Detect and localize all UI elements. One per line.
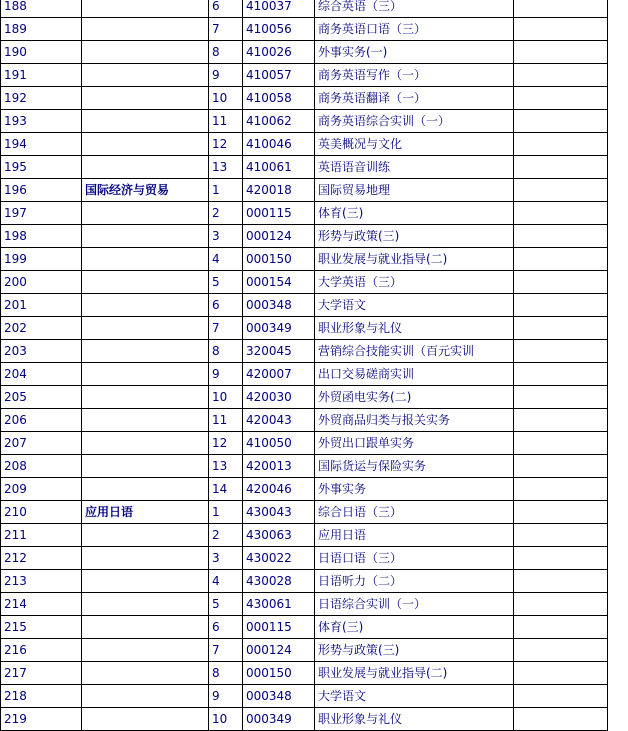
note-cell bbox=[514, 64, 608, 87]
table-row bbox=[1, 662, 608, 685]
course-name-cell: 商务英语口语（三） bbox=[315, 18, 514, 41]
sequence-cell: 9 bbox=[209, 64, 243, 87]
sequence-cell: 14 bbox=[209, 478, 243, 501]
note-cell bbox=[514, 455, 608, 478]
row-number-cell: 212 bbox=[1, 547, 82, 570]
course-name-cell: 职业发展与就业指导(二) bbox=[315, 248, 514, 271]
major-cell bbox=[82, 662, 209, 685]
course-code-cell: 320045 bbox=[243, 340, 315, 363]
course-code-cell: 410056 bbox=[243, 18, 315, 41]
table-row bbox=[1, 524, 608, 547]
note-cell bbox=[514, 432, 608, 455]
table-row bbox=[1, 179, 608, 202]
course-code-cell: 410057 bbox=[243, 64, 315, 87]
course-code-cell: 410058 bbox=[243, 87, 315, 110]
row-number-cell: 206 bbox=[1, 409, 82, 432]
major-cell bbox=[82, 524, 209, 547]
sequence-cell: 6 bbox=[209, 294, 243, 317]
course-name-cell: 体育(三) bbox=[315, 616, 514, 639]
sequence-cell: 8 bbox=[209, 662, 243, 685]
table-row bbox=[1, 363, 608, 386]
sequence-cell: 12 bbox=[209, 432, 243, 455]
table-row bbox=[1, 317, 608, 340]
course-code-cell: 430061 bbox=[243, 593, 315, 616]
course-code-cell: 410026 bbox=[243, 41, 315, 64]
major-cell bbox=[82, 271, 209, 294]
note-cell bbox=[514, 294, 608, 317]
major-cell bbox=[82, 41, 209, 64]
table-row bbox=[1, 87, 608, 110]
course-code-cell: 000348 bbox=[243, 294, 315, 317]
major-cell bbox=[82, 87, 209, 110]
course-name-cell: 综合日语（三） bbox=[315, 501, 514, 524]
table-row bbox=[1, 110, 608, 133]
sequence-cell: 1 bbox=[209, 179, 243, 202]
table-row bbox=[1, 156, 608, 179]
row-number-cell: 208 bbox=[1, 455, 82, 478]
course-name-cell: 国际贸易地理 bbox=[315, 179, 514, 202]
course-code-cell: 420013 bbox=[243, 455, 315, 478]
course-name-cell: 外贸出口跟单实务 bbox=[315, 432, 514, 455]
note-cell bbox=[514, 708, 608, 731]
course-code-cell: 430028 bbox=[243, 570, 315, 593]
major-cell bbox=[82, 708, 209, 731]
sequence-cell: 6 bbox=[209, 616, 243, 639]
note-cell bbox=[514, 18, 608, 41]
sequence-cell: 7 bbox=[209, 18, 243, 41]
course-code-cell: 420007 bbox=[243, 363, 315, 386]
sequence-cell: 3 bbox=[209, 547, 243, 570]
sequence-cell: 11 bbox=[209, 409, 243, 432]
row-number-cell: 188 bbox=[1, 0, 82, 18]
note-cell bbox=[514, 616, 608, 639]
course-code-cell: 410061 bbox=[243, 156, 315, 179]
course-name-cell: 商务英语翻译（一） bbox=[315, 87, 514, 110]
course-code-cell: 420043 bbox=[243, 409, 315, 432]
course-name-cell: 体育(三) bbox=[315, 202, 514, 225]
course-name-cell: 国际货运与保险实务 bbox=[315, 455, 514, 478]
table-row bbox=[1, 432, 608, 455]
row-number-cell: 194 bbox=[1, 133, 82, 156]
major-cell: 国际经济与贸易 bbox=[82, 179, 209, 202]
major-cell bbox=[82, 340, 209, 363]
table-row bbox=[1, 133, 608, 156]
sequence-cell: 2 bbox=[209, 524, 243, 547]
note-cell bbox=[514, 41, 608, 64]
note-cell bbox=[514, 409, 608, 432]
major-cell bbox=[82, 294, 209, 317]
sequence-cell: 9 bbox=[209, 363, 243, 386]
course-code-cell: 410046 bbox=[243, 133, 315, 156]
major-cell bbox=[82, 685, 209, 708]
course-code-cell: 000349 bbox=[243, 317, 315, 340]
note-cell bbox=[514, 386, 608, 409]
table-row bbox=[1, 570, 608, 593]
table-row bbox=[1, 386, 608, 409]
note-cell bbox=[514, 593, 608, 616]
table-row bbox=[1, 409, 608, 432]
sequence-cell: 8 bbox=[209, 340, 243, 363]
course-name-cell: 大学语文 bbox=[315, 294, 514, 317]
table-row bbox=[1, 593, 608, 616]
major-cell bbox=[82, 225, 209, 248]
course-name-cell: 综合英语（三） bbox=[315, 0, 514, 18]
sequence-cell: 6 bbox=[209, 0, 243, 18]
major-cell bbox=[82, 570, 209, 593]
sequence-cell: 3 bbox=[209, 225, 243, 248]
major-cell bbox=[82, 18, 209, 41]
course-code-cell: 410062 bbox=[243, 110, 315, 133]
major-cell bbox=[82, 547, 209, 570]
major-cell bbox=[82, 248, 209, 271]
course-code-cell: 420046 bbox=[243, 478, 315, 501]
row-number-cell: 193 bbox=[1, 110, 82, 133]
course-name-cell: 职业形象与礼仪 bbox=[315, 317, 514, 340]
note-cell bbox=[514, 547, 608, 570]
table-row bbox=[1, 294, 608, 317]
note-cell bbox=[514, 156, 608, 179]
table-row bbox=[1, 41, 608, 64]
sequence-cell: 12 bbox=[209, 133, 243, 156]
row-number-cell: 217 bbox=[1, 662, 82, 685]
major-cell bbox=[82, 156, 209, 179]
sequence-cell: 4 bbox=[209, 570, 243, 593]
course-name-cell: 形势与政策(三) bbox=[315, 225, 514, 248]
row-number-cell: 209 bbox=[1, 478, 82, 501]
row-number-cell: 200 bbox=[1, 271, 82, 294]
course-table-body bbox=[1, 0, 608, 731]
note-cell bbox=[514, 0, 608, 18]
major-cell bbox=[82, 64, 209, 87]
row-number-cell: 210 bbox=[1, 501, 82, 524]
row-number-cell: 189 bbox=[1, 18, 82, 41]
major-cell bbox=[82, 432, 209, 455]
table-row bbox=[1, 455, 608, 478]
major-cell bbox=[82, 0, 209, 18]
sequence-cell: 10 bbox=[209, 87, 243, 110]
note-cell bbox=[514, 110, 608, 133]
course-name-cell: 职业发展与就业指导(二) bbox=[315, 662, 514, 685]
course-code-cell: 000124 bbox=[243, 639, 315, 662]
major-cell bbox=[82, 110, 209, 133]
course-name-cell: 日语综合实训（一） bbox=[315, 593, 514, 616]
table-row bbox=[1, 340, 608, 363]
sequence-cell: 2 bbox=[209, 202, 243, 225]
row-number-cell: 198 bbox=[1, 225, 82, 248]
sequence-cell: 5 bbox=[209, 593, 243, 616]
course-name-cell: 外事实务 bbox=[315, 478, 514, 501]
course-code-cell: 000124 bbox=[243, 225, 315, 248]
note-cell bbox=[514, 639, 608, 662]
course-name-cell: 外贸商品归类与报关实务 bbox=[315, 409, 514, 432]
course-code-cell: 000150 bbox=[243, 248, 315, 271]
note-cell bbox=[514, 202, 608, 225]
note-cell bbox=[514, 478, 608, 501]
course-code-cell: 420030 bbox=[243, 386, 315, 409]
course-name-cell: 职业形象与礼仪 bbox=[315, 708, 514, 731]
sequence-cell: 11 bbox=[209, 110, 243, 133]
course-name-cell: 形势与政策(三) bbox=[315, 639, 514, 662]
course-name-cell: 应用日语 bbox=[315, 524, 514, 547]
note-cell bbox=[514, 248, 608, 271]
row-number-cell: 207 bbox=[1, 432, 82, 455]
sequence-cell: 5 bbox=[209, 271, 243, 294]
row-number-cell: 216 bbox=[1, 639, 82, 662]
sequence-cell: 1 bbox=[209, 501, 243, 524]
course-code-cell: 000150 bbox=[243, 662, 315, 685]
major-cell bbox=[82, 593, 209, 616]
sequence-cell: 7 bbox=[209, 317, 243, 340]
note-cell bbox=[514, 87, 608, 110]
table-row bbox=[1, 202, 608, 225]
table-row bbox=[1, 0, 608, 18]
sequence-cell: 13 bbox=[209, 455, 243, 478]
row-number-cell: 215 bbox=[1, 616, 82, 639]
row-number-cell: 199 bbox=[1, 248, 82, 271]
note-cell bbox=[514, 179, 608, 202]
course-code-cell: 430022 bbox=[243, 547, 315, 570]
major-cell bbox=[82, 409, 209, 432]
major-cell bbox=[82, 202, 209, 225]
table-row bbox=[1, 271, 608, 294]
note-cell bbox=[514, 225, 608, 248]
course-name-cell: 商务英语写作（一） bbox=[315, 64, 514, 87]
note-cell bbox=[514, 363, 608, 386]
major-cell bbox=[82, 386, 209, 409]
row-number-cell: 219 bbox=[1, 708, 82, 731]
course-code-cell: 000115 bbox=[243, 202, 315, 225]
table-row bbox=[1, 616, 608, 639]
course-name-cell: 外贸函电实务(二) bbox=[315, 386, 514, 409]
table-row bbox=[1, 64, 608, 87]
course-code-cell: 410037 bbox=[243, 0, 315, 18]
sequence-cell: 10 bbox=[209, 708, 243, 731]
major-cell bbox=[82, 133, 209, 156]
row-number-cell: 205 bbox=[1, 386, 82, 409]
major-cell bbox=[82, 317, 209, 340]
sequence-cell: 4 bbox=[209, 248, 243, 271]
table-row bbox=[1, 18, 608, 41]
note-cell bbox=[514, 524, 608, 547]
course-name-cell: 大学英语（三） bbox=[315, 271, 514, 294]
major-cell bbox=[82, 363, 209, 386]
course-name-cell: 英语语音训练 bbox=[315, 156, 514, 179]
sequence-cell: 9 bbox=[209, 685, 243, 708]
note-cell bbox=[514, 685, 608, 708]
course-name-cell: 营销综合技能实训（百元实训 bbox=[315, 340, 514, 363]
row-number-cell: 202 bbox=[1, 317, 82, 340]
course-code-cell: 000115 bbox=[243, 616, 315, 639]
sequence-cell: 7 bbox=[209, 639, 243, 662]
major-cell bbox=[82, 616, 209, 639]
table-row bbox=[1, 547, 608, 570]
table-row bbox=[1, 501, 608, 524]
sequence-cell: 8 bbox=[209, 41, 243, 64]
note-cell bbox=[514, 340, 608, 363]
table-row bbox=[1, 639, 608, 662]
note-cell bbox=[514, 317, 608, 340]
major-cell bbox=[82, 455, 209, 478]
table-row bbox=[1, 225, 608, 248]
course-code-cell: 420018 bbox=[243, 179, 315, 202]
row-number-cell: 214 bbox=[1, 593, 82, 616]
row-number-cell: 203 bbox=[1, 340, 82, 363]
row-number-cell: 195 bbox=[1, 156, 82, 179]
row-number-cell: 211 bbox=[1, 524, 82, 547]
course-name-cell: 日语听力（二） bbox=[315, 570, 514, 593]
row-number-cell: 201 bbox=[1, 294, 82, 317]
note-cell bbox=[514, 501, 608, 524]
row-number-cell: 213 bbox=[1, 570, 82, 593]
note-cell bbox=[514, 133, 608, 156]
row-number-cell: 192 bbox=[1, 87, 82, 110]
course-code-cell: 000348 bbox=[243, 685, 315, 708]
row-number-cell: 197 bbox=[1, 202, 82, 225]
course-code-cell: 430043 bbox=[243, 501, 315, 524]
note-cell bbox=[514, 570, 608, 593]
major-cell bbox=[82, 639, 209, 662]
row-number-cell: 190 bbox=[1, 41, 82, 64]
row-number-cell: 204 bbox=[1, 363, 82, 386]
note-cell bbox=[514, 662, 608, 685]
course-code-cell: 410050 bbox=[243, 432, 315, 455]
row-number-cell: 196 bbox=[1, 179, 82, 202]
table-row bbox=[1, 708, 608, 731]
note-cell bbox=[514, 271, 608, 294]
major-cell bbox=[82, 478, 209, 501]
table-row bbox=[1, 248, 608, 271]
table-row bbox=[1, 685, 608, 708]
course-code-cell: 000349 bbox=[243, 708, 315, 731]
sequence-cell: 10 bbox=[209, 386, 243, 409]
table-row bbox=[1, 478, 608, 501]
row-number-cell: 191 bbox=[1, 64, 82, 87]
sequence-cell: 13 bbox=[209, 156, 243, 179]
row-number-cell: 218 bbox=[1, 685, 82, 708]
major-cell: 应用日语 bbox=[82, 501, 209, 524]
course-name-cell: 外事实务(一) bbox=[315, 41, 514, 64]
course-name-cell: 日语口语（三） bbox=[315, 547, 514, 570]
course-name-cell: 大学语文 bbox=[315, 685, 514, 708]
course-code-cell: 430063 bbox=[243, 524, 315, 547]
course-name-cell: 出口交易磋商实训 bbox=[315, 363, 514, 386]
course-name-cell: 商务英语综合实训（一） bbox=[315, 110, 514, 133]
course-code-cell: 000154 bbox=[243, 271, 315, 294]
course-name-cell: 英美概况与文化 bbox=[315, 133, 514, 156]
